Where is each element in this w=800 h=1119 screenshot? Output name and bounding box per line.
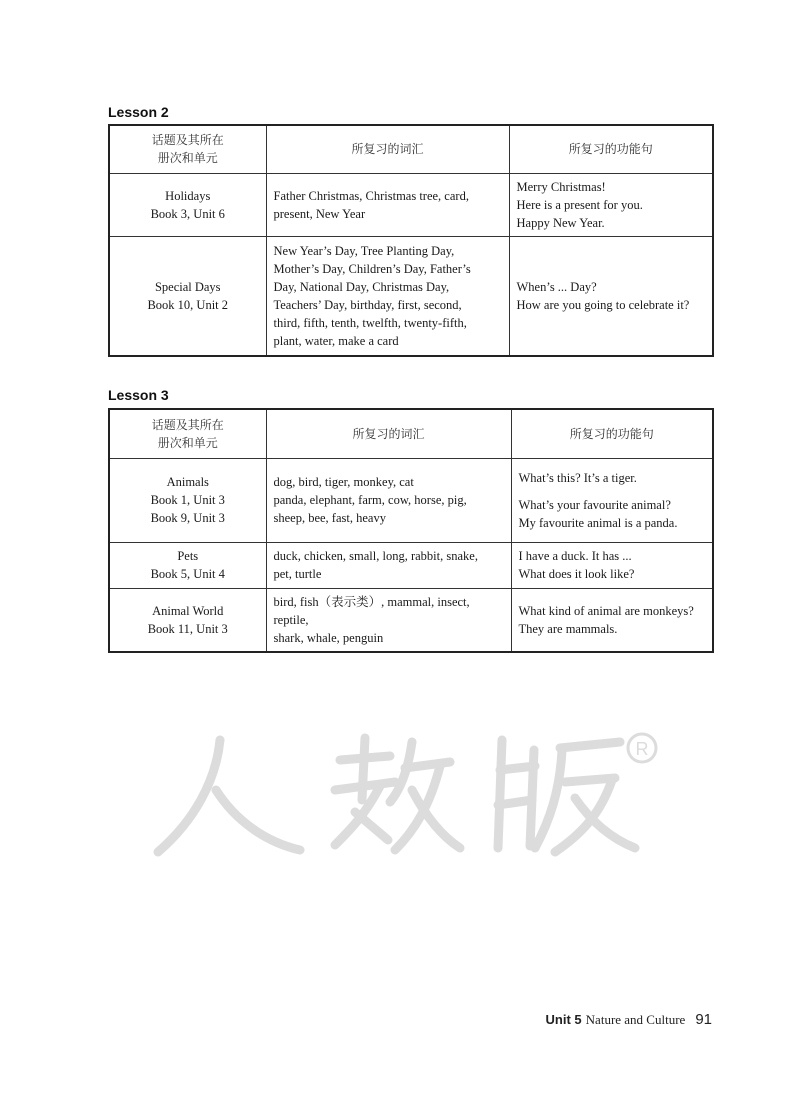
table-row xyxy=(109,588,713,652)
vocab-line: Teachers’ Day, birthday, first, second, xyxy=(273,297,462,312)
func-cell xyxy=(511,588,713,652)
func-line: What does it look like? xyxy=(518,567,635,581)
func-cell xyxy=(511,542,713,588)
header-vocab: 所复习的词汇 xyxy=(266,409,511,458)
table-header-row xyxy=(109,125,713,173)
topic-line: Animal World xyxy=(152,603,224,618)
topic-cell xyxy=(109,173,266,236)
topic-line: Book 9, Unit 3 xyxy=(150,511,225,525)
vocab-cell xyxy=(266,588,511,652)
vocab-line: pet, turtle xyxy=(273,567,322,581)
topic-cell xyxy=(109,236,266,356)
func-line: My favourite animal is a panda. xyxy=(518,515,678,530)
func-line: When’s ... Day? xyxy=(516,279,597,294)
topic-line: Special Days xyxy=(154,279,221,294)
topic-line: Book 11, Unit 3 xyxy=(147,621,228,636)
topic-line: Book 5, Unit 4 xyxy=(150,567,225,581)
header-topic-line: 册次和单元 xyxy=(157,435,218,450)
func-line: Happy New Year. xyxy=(516,215,605,230)
vocab-line: third, fifth, tenth, twelfth, twenty-fifth, xyxy=(273,315,467,330)
table-row xyxy=(109,236,713,356)
vocab-cell xyxy=(266,236,509,356)
table-row xyxy=(109,173,713,236)
func-line: What’s this? It’s a tiger. xyxy=(518,470,637,485)
table-row xyxy=(109,542,713,588)
vocab-line: bird, fish（表示类）, mammal, insect, reptile, xyxy=(273,594,470,627)
vocab-line: plant, water, make a card xyxy=(273,333,399,348)
vocab-line: dog, bird, tiger, monkey, cat xyxy=(273,475,414,489)
func-line: What kind of animal are monkeys? xyxy=(518,603,694,618)
func-line: How are you going to celebrate it? xyxy=(516,297,690,312)
topic-line: Animals xyxy=(166,475,209,489)
header-topic-line: 册次和单元 xyxy=(157,151,218,166)
lesson-2-title: Lesson 2 xyxy=(108,104,169,120)
topic-cell xyxy=(109,542,266,588)
vocab-cell xyxy=(266,173,509,236)
header-topic-line: 话题及其所在 xyxy=(151,133,224,148)
vocab-line: duck, chicken, small, long, rabbit, snake, xyxy=(273,549,478,563)
svg-text:R: R xyxy=(635,739,649,759)
topic-line: Holidays xyxy=(165,188,211,203)
footer-unit-name: Nature and Culture xyxy=(585,1012,686,1027)
lesson-3-title: Lesson 3 xyxy=(108,387,169,403)
vocab-line: shark, whale, penguin xyxy=(273,630,384,645)
header-topic-line: 话题及其所在 xyxy=(151,417,224,432)
vocab-line: New Year’s Day, Tree Planting Day, xyxy=(273,243,455,258)
vocab-line: sheep, bee, fast, heavy xyxy=(273,511,386,525)
topic-line: Book 10, Unit 2 xyxy=(147,297,229,312)
footer-unit-label: Unit 5 xyxy=(545,1012,582,1027)
lesson-3-table xyxy=(108,408,714,653)
header-topic xyxy=(109,409,266,458)
func-line: They are mammals. xyxy=(518,621,618,636)
topic-cell xyxy=(109,588,266,652)
lesson-2-table xyxy=(108,124,714,357)
vocab-line: Father Christmas, Christmas tree, card, xyxy=(273,188,469,203)
table-header-row xyxy=(109,409,713,458)
vocab-line: Day, National Day, Christmas Day, xyxy=(273,279,450,294)
topic-line: Book 3, Unit 6 xyxy=(150,206,225,221)
header-func: 所复习的功能句 xyxy=(511,409,713,458)
vocab-line: panda, elephant, farm, cow, horse, pig, xyxy=(273,493,467,507)
header-func: 所复习的功能句 xyxy=(509,125,713,173)
vocab-cell xyxy=(266,542,511,588)
vocab-line: present, New Year xyxy=(273,206,366,221)
publisher-watermark-logo xyxy=(150,720,670,870)
func-line: Merry Christmas! xyxy=(516,179,606,194)
topic-line: Book 1, Unit 3 xyxy=(150,493,225,507)
topic-line: Pets xyxy=(177,549,199,563)
header-vocab: 所复习的词汇 xyxy=(266,125,509,173)
table-row xyxy=(109,458,713,542)
header-topic xyxy=(109,125,266,173)
vocab-cell xyxy=(266,458,511,542)
vocab-line: Mother’s Day, Children’s Day, Father’s xyxy=(273,261,471,276)
page-footer xyxy=(546,1011,712,1028)
func-line: Here is a present for you. xyxy=(516,197,643,212)
func-cell xyxy=(509,173,713,236)
func-line: What’s your favourite animal? xyxy=(518,497,671,512)
page-number: 91 xyxy=(695,1011,712,1028)
topic-cell xyxy=(109,458,266,542)
func-cell xyxy=(511,458,713,542)
func-cell xyxy=(509,236,713,356)
func-gap xyxy=(519,487,706,496)
func-line: I have a duck. It has ... xyxy=(518,549,632,563)
